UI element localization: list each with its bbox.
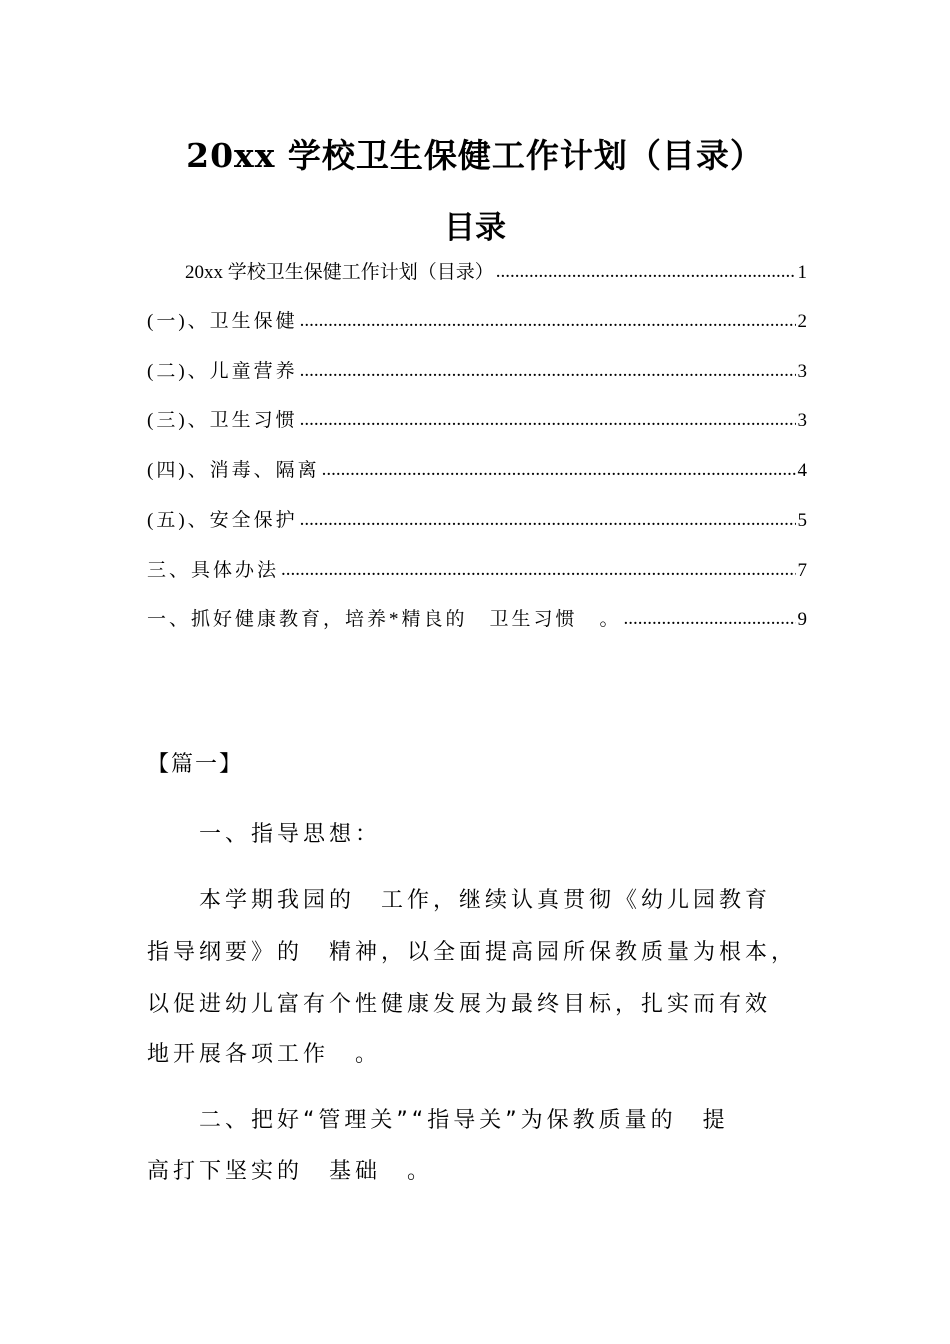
toc-entry-page: 5 bbox=[797, 510, 807, 531]
toc-entry-label: (二)、儿童营养 bbox=[147, 361, 298, 382]
toc-entry[interactable] bbox=[147, 307, 807, 337]
toc-entry-page: 2 bbox=[797, 311, 807, 332]
paragraph-line: 地开展各项工作 。 bbox=[147, 1042, 382, 1067]
toc-entry[interactable] bbox=[147, 258, 807, 288]
toc-entry[interactable] bbox=[147, 406, 807, 436]
toc-entry-label: 三、具体办法 bbox=[147, 560, 280, 581]
toc-entry-page: 3 bbox=[797, 410, 807, 431]
toc-heading: 目录 bbox=[444, 210, 506, 246]
document-title: 20xx 学校卫生保健工作计划（目录） bbox=[186, 136, 764, 175]
toc-entry-label: 一、抓好健康教育，培养*精良的 卫生习惯 。 bbox=[147, 609, 622, 630]
toc-entry-label: (五)、安全保护 bbox=[147, 510, 298, 531]
toc-entry-page: 9 bbox=[797, 609, 807, 630]
section-heading: 一、指导思想： bbox=[199, 822, 382, 847]
toc-entry[interactable] bbox=[147, 556, 807, 586]
toc-leader-dots bbox=[300, 306, 796, 336]
toc-entry-label: (三)、卫生习惯 bbox=[147, 410, 298, 431]
toc-entry-page: 1 bbox=[797, 262, 807, 283]
toc-leader-dots bbox=[300, 505, 796, 535]
toc-entry-label: (四)、消毒、隔离 bbox=[147, 460, 320, 481]
toc-entry-page: 4 bbox=[797, 460, 807, 481]
toc-entry-page: 3 bbox=[797, 361, 807, 382]
paragraph-line: 指导纲要》的 精神，以全面提高园所保教质量为根本， bbox=[147, 940, 798, 965]
toc-leader-dots bbox=[300, 405, 796, 435]
paragraph-line: 本学期我园的 工作，继续认真贯彻《幼儿园教育 bbox=[199, 888, 772, 913]
toc-leader-dots bbox=[322, 455, 796, 485]
toc-leader-dots bbox=[624, 604, 796, 634]
paragraph-line: 二、把好“管理关”“指导关”为保教质量的 提 bbox=[199, 1108, 729, 1133]
toc-entry-label: (一)、卫生保健 bbox=[147, 311, 298, 332]
toc-entry-label: 20xx 学校卫生保健工作计划（目录） bbox=[185, 262, 494, 283]
paragraph-line: 高打下坚实的 基础 。 bbox=[147, 1159, 434, 1184]
toc-entry[interactable] bbox=[147, 605, 807, 635]
toc-leader-dots bbox=[496, 257, 796, 287]
section-label: 【篇一】 bbox=[147, 752, 244, 777]
toc-leader-dots bbox=[281, 555, 795, 585]
paragraph-line: 以促进幼儿富有个性健康发展为最终目标，扎实而有效 bbox=[147, 992, 772, 1017]
toc-entry[interactable] bbox=[147, 506, 807, 536]
toc-entry[interactable] bbox=[147, 357, 807, 387]
toc-entry[interactable] bbox=[147, 456, 807, 486]
toc-leader-dots bbox=[300, 356, 796, 386]
toc-entry-page: 7 bbox=[797, 560, 807, 581]
